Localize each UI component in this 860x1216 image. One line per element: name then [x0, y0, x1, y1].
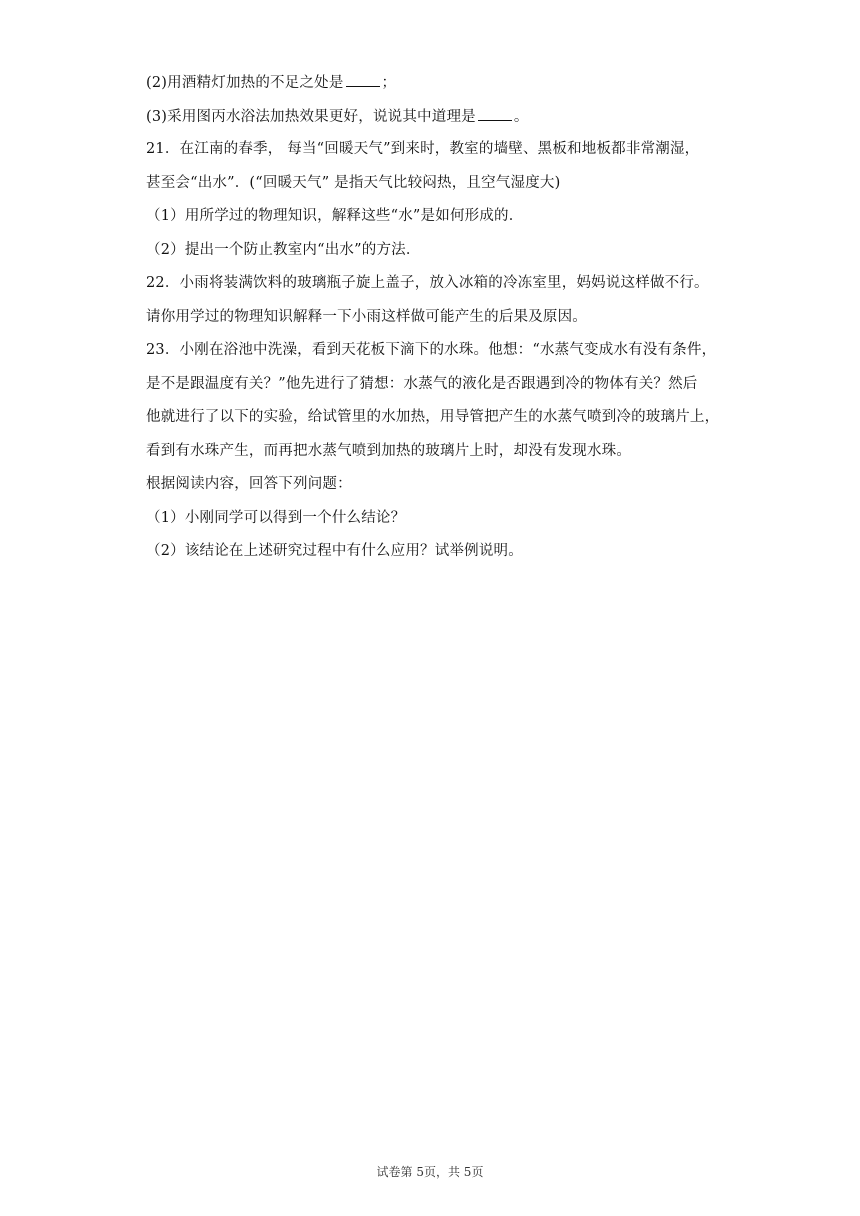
question-20-part-3	[146, 106, 726, 140]
question-text: (3)采用图丙水浴法加热效果更好，说说其中道理是	[146, 108, 476, 125]
question-23-part-1: （1）小刚同学可以得到一个什么结论？	[146, 509, 406, 526]
answer-blank[interactable]	[346, 72, 380, 87]
question-content	[146, 72, 726, 575]
question-21-part-2: （2）提出一个防止教室内“出水”的方法．	[146, 241, 421, 258]
question-23-line-2: 是不是跟温度有关？”他先进行了猜想：水蒸气的液化是否跟遇到冷的物体有关？然后	[146, 375, 698, 392]
question-text: ；	[381, 75, 397, 91]
question-20-part-2	[146, 72, 726, 106]
question-22-line-1: 22．小雨将装满饮料的玻璃瓶子旋上盖子，放入冰箱的冷冻室里，妈妈说这样做不行。	[146, 275, 709, 291]
question-23-line-1: 23．小刚在浴池中洗澡，看到天花板下滴下的水珠。他想：“水蒸气变成水有没有条件，	[146, 342, 717, 358]
page-footer: 试卷第 5页，共 5页	[376, 1165, 484, 1179]
question-text: 。	[513, 108, 529, 125]
question-23-line-4: 看到有水珠产生，而再把水蒸气喷到加热的玻璃片上时，却没有发现水珠。	[146, 442, 632, 459]
question-21-line-2: 甚至会“出水”．(“回暖天气” 是指天气比较闷热，且空气湿度大)	[146, 174, 561, 191]
answer-blank[interactable]	[478, 106, 512, 121]
question-21-line-1: 21．在江南的春季， 每当“回暖天气”到来时，教室的墙壁、黑板和地板都非常潮湿，	[146, 141, 700, 157]
question-21-part-1: （1）用所学过的物理知识，解释这些“水”是如何形成的．	[146, 208, 524, 224]
question-23-part-2: （2）该结论在上述研究过程中有什么应用？试举例说明。	[146, 543, 523, 559]
question-text: (2)用酒精灯加热的不足之处是	[146, 75, 344, 91]
question-23-line-5: 根据阅读内容，回答下列问题：	[146, 476, 352, 492]
question-23-line-3: 他就进行了以下的实验，给试管里的水加热，用导管把产生的水蒸气喷到冷的玻璃片上，	[146, 409, 720, 425]
question-22-line-2: 请你用学过的物理知识解释一下小雨这样做可能产生的后果及原因。	[146, 308, 587, 325]
